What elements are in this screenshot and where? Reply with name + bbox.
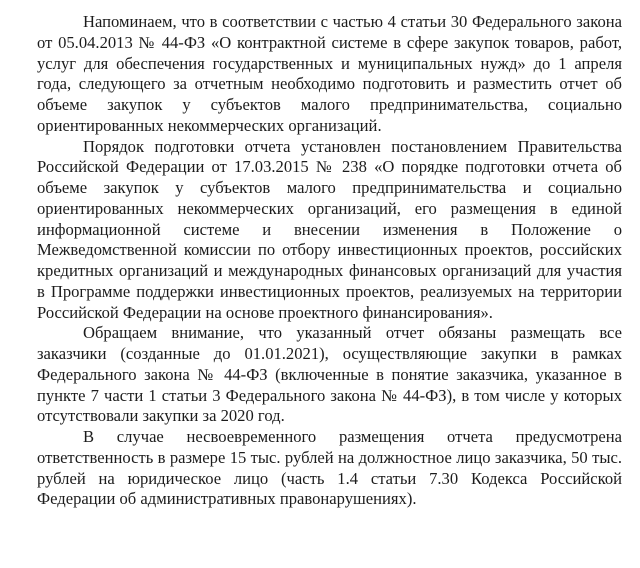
paragraph-liability: В случае несвоевременного размещения отчета предусмотрена ответственность в размере 15 тыс. рублей на должностное лицо заказчика, 50 тыс. рублей на юридическое лицо (часть 1.4 статьи 7.30 Кодекса Российской Федерации об административных правонарушениях).	[37, 427, 622, 509]
paragraph-reporting-procedure: Порядок подготовки отчета установлен постановлением Правительства Российской Федерации от 17.03.2015 № 238 «О порядке подготовки отчета об объеме закупок у субъектов малого предпринимательства и социально ориентированных некоммерческих организаций, его размещения в единой информационной системе и внесении изменения в Положение о Межведомственной комиссии по отбору инвестиционных проектов, российских кредитных организаций и международных финансовых организаций для участия в Программе поддержки инвестиционных проектов, реализуемых на территории Российской Федерации на основе проектного финансирования».	[37, 136, 622, 322]
paragraph-reporting-reminder: Напоминаем, что в соответствии с частью 4 статьи 30 Федерального закона от 05.04.2013 № 44-ФЗ «О контрактной системе в сфере закупок товаров, работ, услуг для обеспечения государственных и муниципальных нужд» до 1 апреля года, следующего за отчетным необходимо подготовить и разместить отчет об объеме закупок у субъектов малого предпринимательства, социально ориентированных некоммерческих организаций.	[37, 12, 622, 135]
paragraph-obligated-customers: Обращаем внимание, что указанный отчет обязаны размещать все заказчики (созданные до 01.01.2021), осуществляющие закупки в рамках Федерального закона № 44-ФЗ (включенные в понятие заказчика, указанное в пункте 7 части 1 статьи 3 Федерального закона № 44-ФЗ), в том числе у которых отсутствовали закупки за 2020 год.	[37, 323, 622, 426]
